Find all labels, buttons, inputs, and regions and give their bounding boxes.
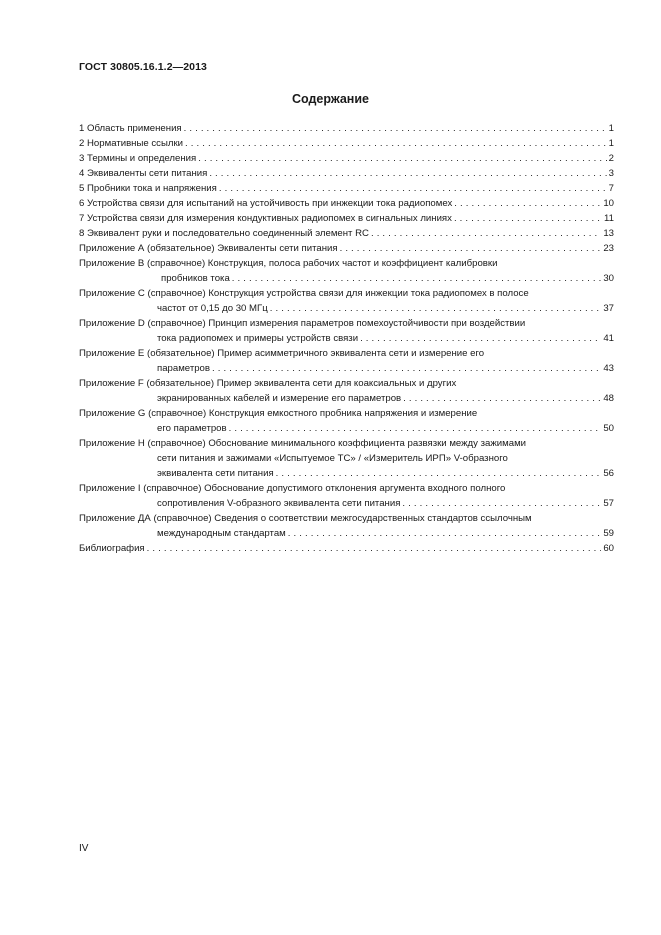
toc-line xyxy=(79,286,614,301)
toc-entry-text: Приложение А (обязательное) Эквиваленты сети питания xyxy=(79,243,338,254)
standard-designation: ГОСТ 30805.16.1.2—2013 xyxy=(79,61,207,73)
toc-entry-text: 5 Пробники тока и напряжения xyxy=(79,183,217,194)
toc-entry-text: его параметров xyxy=(157,423,227,434)
toc-page-number: 7 xyxy=(608,183,614,194)
toc-leader-dots xyxy=(360,331,601,346)
toc-entry[interactable] xyxy=(79,481,614,511)
toc-entry[interactable] xyxy=(79,166,614,181)
toc-entry-text: 6 Устройства связи для испытаний на устойчивость при инжекции тока радиопомех xyxy=(79,198,453,209)
toc-entry[interactable] xyxy=(79,316,614,346)
toc-entry[interactable] xyxy=(79,196,614,211)
toc-entry[interactable] xyxy=(79,256,614,286)
toc-entry[interactable] xyxy=(79,136,614,151)
toc-line xyxy=(79,451,614,466)
toc-entry[interactable] xyxy=(79,121,614,136)
toc-leader-dots xyxy=(402,496,601,511)
toc-entry[interactable] xyxy=(79,151,614,166)
toc-entry-text: частот от 0,15 до 30 МГц xyxy=(157,303,268,314)
toc-line xyxy=(79,421,614,436)
toc-entry-text: Приложение I (справочное) Обоснование допустимого отклонения аргумента входного полного xyxy=(79,483,506,494)
toc-entry[interactable] xyxy=(79,406,614,436)
toc-page-number: 2 xyxy=(608,153,614,164)
toc-entry-text: эквивалента сети питания xyxy=(157,468,274,479)
toc-line xyxy=(79,316,614,331)
toc-leader-dots xyxy=(454,196,601,211)
toc-line xyxy=(79,511,614,526)
toc-line xyxy=(79,541,614,556)
toc-page-number: 50 xyxy=(603,423,614,434)
toc-leader-dots xyxy=(232,271,602,286)
toc-entry-text: Приложение ДА (справочное) Сведения о соответствии межгосударственных стандартов ссылочным xyxy=(79,513,532,524)
toc-leader-dots xyxy=(212,361,601,376)
toc-line xyxy=(79,406,614,421)
toc-leader-dots xyxy=(147,541,602,556)
toc-line xyxy=(79,271,614,286)
toc-line xyxy=(79,136,614,151)
toc-entry-text: Приложение G (справочное) Конструкция емкостного пробника напряжения и измерение xyxy=(79,408,478,419)
page-folio: IV xyxy=(79,843,89,854)
toc-line xyxy=(79,361,614,376)
toc-leader-dots xyxy=(371,226,601,241)
toc-leader-dots xyxy=(288,526,602,541)
toc-leader-dots xyxy=(454,211,602,226)
toc-page-number: 56 xyxy=(603,468,614,479)
toc-line xyxy=(79,241,614,256)
toc-entry-text: Приложение F (обязательное) Пример эквивалента сети для коаксиальных и других xyxy=(79,378,457,389)
toc-line xyxy=(79,466,614,481)
toc-page-number: 1 xyxy=(608,138,614,149)
toc-entry-text: 8 Эквивалент руки и последовательно соединенный элемент RC xyxy=(79,228,369,239)
toc-entry[interactable] xyxy=(79,286,614,316)
toc-entry[interactable] xyxy=(79,376,614,406)
toc-entry[interactable] xyxy=(79,241,614,256)
toc-page-number: 3 xyxy=(608,168,614,179)
toc-leader-dots xyxy=(209,166,606,181)
toc-line xyxy=(79,151,614,166)
toc-entry[interactable] xyxy=(79,511,614,541)
toc-entry-text: пробников тока xyxy=(161,273,230,284)
toc-line xyxy=(79,121,614,136)
toc-leader-dots xyxy=(198,151,606,166)
toc-entry[interactable] xyxy=(79,346,614,376)
toc-entry[interactable] xyxy=(79,181,614,196)
toc-line xyxy=(79,301,614,316)
toc-entry-text: 4 Эквиваленты сети питания xyxy=(79,168,208,179)
toc-page-number: 11 xyxy=(604,213,614,224)
toc-line xyxy=(79,436,614,451)
toc-line xyxy=(79,481,614,496)
toc-entry-text: 1 Область применения xyxy=(79,123,182,134)
toc-leader-dots xyxy=(340,241,602,256)
toc-line xyxy=(79,496,614,511)
toc-entry-text: 3 Термины и определения xyxy=(79,153,197,164)
toc-entry-text: сопротивления V-образного эквивалента сети питания xyxy=(157,498,401,509)
toc-entry-text: 7 Устройства связи для измерения кондуктивных радиопомех в сигнальных линиях xyxy=(79,213,452,224)
toc-line xyxy=(79,181,614,196)
toc-entry-text: Приложение Е (обязательное) Пример асимметричного эквивалента сети и измерение его xyxy=(79,348,485,359)
toc-entry[interactable] xyxy=(79,211,614,226)
toc-entry[interactable] xyxy=(79,436,614,481)
toc-page-number: 13 xyxy=(603,228,614,239)
toc-leader-dots xyxy=(403,391,601,406)
toc-page-number: 59 xyxy=(603,528,614,539)
toc-page-number: 48 xyxy=(603,393,614,404)
table-of-contents xyxy=(79,121,614,556)
toc-entry-text: Приложение D (справочное) Принцип измерения параметров помехоустойчивости при воздействии xyxy=(79,318,526,329)
toc-leader-dots xyxy=(229,421,602,436)
toc-page-number: 37 xyxy=(603,303,614,314)
toc-entry-text: тока радиопомех и примеры устройств связи xyxy=(157,333,359,344)
toc-entry-text: Библиография xyxy=(79,543,145,554)
toc-line xyxy=(79,166,614,181)
toc-page-number: 30 xyxy=(603,273,614,284)
toc-page-number: 60 xyxy=(603,543,614,554)
toc-line xyxy=(79,196,614,211)
toc-line xyxy=(79,346,614,361)
toc-line xyxy=(79,226,614,241)
toc-entry[interactable] xyxy=(79,541,614,556)
toc-leader-dots xyxy=(219,181,607,196)
toc-page-number: 23 xyxy=(603,243,614,254)
toc-page-number: 43 xyxy=(603,363,614,374)
toc-page-number: 57 xyxy=(603,498,614,509)
toc-entry-text: международным стандартам xyxy=(157,528,286,539)
toc-entry-text: Приложение С (справочное) Конструкция устройства связи для инжекции тока радиопомех в полосе xyxy=(79,288,529,299)
toc-page-number: 10 xyxy=(603,198,614,209)
toc-entry-text: сети питания и зажимами «Испытуемое ТС» / «Измеритель ИРП» V-образного xyxy=(157,453,508,464)
toc-page-number: 41 xyxy=(603,333,614,344)
toc-line xyxy=(79,331,614,346)
toc-line xyxy=(79,376,614,391)
toc-leader-dots xyxy=(276,466,602,481)
toc-entry-text: 2 Нормативные ссылки xyxy=(79,138,184,149)
toc-entry-text: экранированных кабелей и измерение его параметров xyxy=(157,393,402,404)
toc-line xyxy=(79,211,614,226)
toc-entry-text: Приложение В (справочное) Конструкция, полоса рабочих частот и коэффициент калибровки xyxy=(79,258,498,269)
toc-entry-text: Приложение Н (справочное) Обоснование минимального коэффициента развязки между зажимами xyxy=(79,438,527,449)
toc-entry[interactable] xyxy=(79,226,614,241)
toc-line xyxy=(79,526,614,541)
toc-line xyxy=(79,256,614,271)
toc-leader-dots xyxy=(184,121,607,136)
toc-leader-dots xyxy=(185,136,607,151)
toc-leader-dots xyxy=(270,301,602,316)
toc-line xyxy=(79,391,614,406)
toc-entry-text: параметров xyxy=(157,363,210,374)
page-title: Содержание xyxy=(291,92,369,106)
toc-page-number: 1 xyxy=(608,123,614,134)
